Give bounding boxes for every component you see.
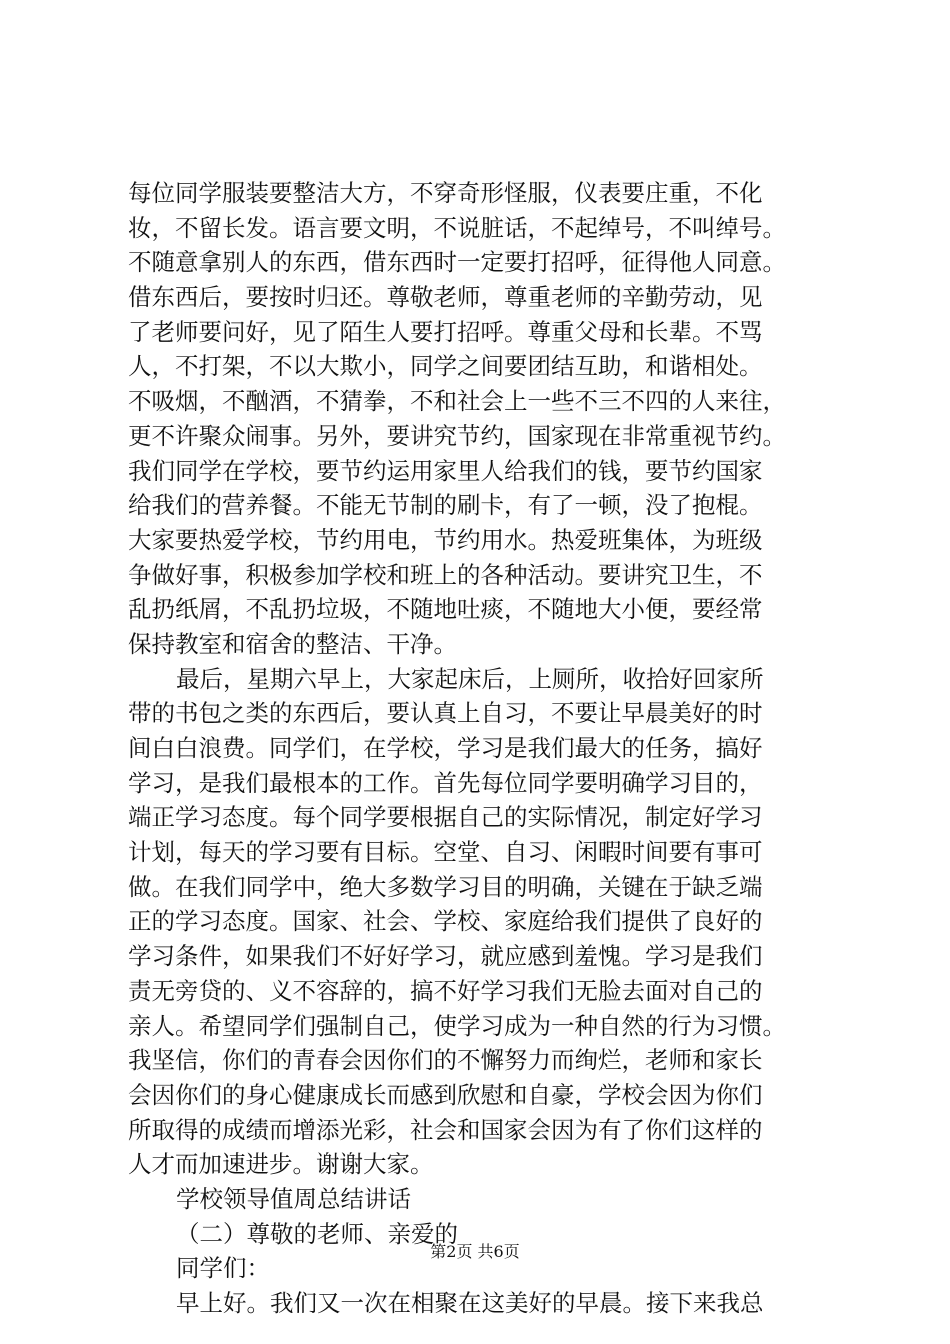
- text-line: 保持教室和宿舍的整洁、干净。: [128, 629, 457, 658]
- text-line: 不吸烟，不酗酒，不猜拳，不和社会上一些不三不四的人来往，: [128, 387, 786, 416]
- text-line: 每位同学服装要整洁大方，不穿奇形怪服，仪表要庄重，不化: [128, 179, 763, 207]
- text-line: 会因你们的身心健康成长而感到欣慰和自豪，学校会因为你们: [128, 1080, 763, 1109]
- text-line: 争做好事，积极参加学校和班上的各种活动。要讲究卫生，不: [128, 560, 763, 589]
- text-line: 最后，星期六早上，大家起床后，上厕所，收拾好回家所: [176, 664, 764, 693]
- text-line: 所取得的成绩而增添光彩，社会和国家会因为有了你们这样的: [128, 1115, 763, 1144]
- text-line: 给我们的营养餐。不能无节制的刷卡，有了一顿，没了抱棍。: [128, 491, 763, 520]
- text-line: 借东西后，要按时归还。尊敬老师，尊重老师的辛勤劳动，见: [128, 283, 763, 312]
- text-line: 计划，每天的学习要有目标。空堂、自习、闲暇时间要有事可: [128, 838, 763, 867]
- text-line: 学校领导值周总结讲话: [176, 1184, 411, 1213]
- text-line: 带的书包之类的东西后，要认真上自习，不要让早晨美好的时: [128, 699, 763, 728]
- text-line: 间白白浪费。同学们，在学校，学习是我们最大的任务，搞好: [128, 734, 763, 762]
- text-line: 责无旁贷的、义不容辞的，搞不好学习我们无脸去面对自己的: [128, 976, 763, 1005]
- page-footer: 第2页 共6页: [430, 1242, 520, 1261]
- text-line: 我坚信，你们的青春会因你们的不懈努力而绚烂，老师和家长: [128, 1046, 763, 1075]
- text-line: 端正学习态度。每个同学要根据自己的实际情况，制定好学习: [128, 803, 763, 832]
- text-line: 学习，是我们最根本的工作。首先每位同学要明确学习目的，: [128, 768, 763, 797]
- document-body: [128, 176, 838, 1321]
- text-line: 了老师要问好，见了陌生人要打招呼。尊重父母和长辈。不骂: [128, 317, 763, 346]
- text-line: 不随意拿别人的东西，借东西时一定要打招呼，征得他人同意。: [128, 248, 786, 277]
- text-line: 更不许聚众闹事。另外，要讲究节约，国家现在非常重视节约。: [128, 421, 786, 450]
- text-line: 学习条件，如果我们不好好学习，就应感到羞愧。学习是我们: [128, 942, 763, 971]
- text-line: 大家要热爱学校，节约用电，节约用水。热爱班集体，为班级: [128, 525, 763, 554]
- text-line: 正的学习态度。国家、社会、学校、家庭给我们提供了良好的: [128, 907, 763, 936]
- text-line: 早上好。我们又一次在相聚在这美好的早晨。接下来我总: [176, 1289, 764, 1317]
- text-line: 妆，不留长发。语言要文明，不说脏话，不起绰号，不叫绰号。: [128, 213, 786, 242]
- text-line: 人才而加速进步。谢谢大家。: [128, 1150, 434, 1179]
- text-line: 同学们：: [176, 1254, 270, 1283]
- text-line: 我们同学在学校，要节约运用家里人给我们的钱，要节约国家: [128, 456, 763, 485]
- text-line: 乱扔纸屑，不乱扔垃圾，不随地吐痰，不随地大小便，要经常: [128, 595, 763, 624]
- text-line: 做。在我们同学中，绝大多数学习目的明确，关键在于缺乏端: [128, 872, 763, 901]
- text-line: （二）尊敬的老师、亲爱的: [176, 1219, 458, 1248]
- text-line: 亲人。希望同学们强制自己，使学习成为一种自然的行为习惯。: [128, 1011, 786, 1040]
- text-line: 人，不打架，不以大欺小，同学之间要团结互助，和谐相处。: [128, 352, 763, 381]
